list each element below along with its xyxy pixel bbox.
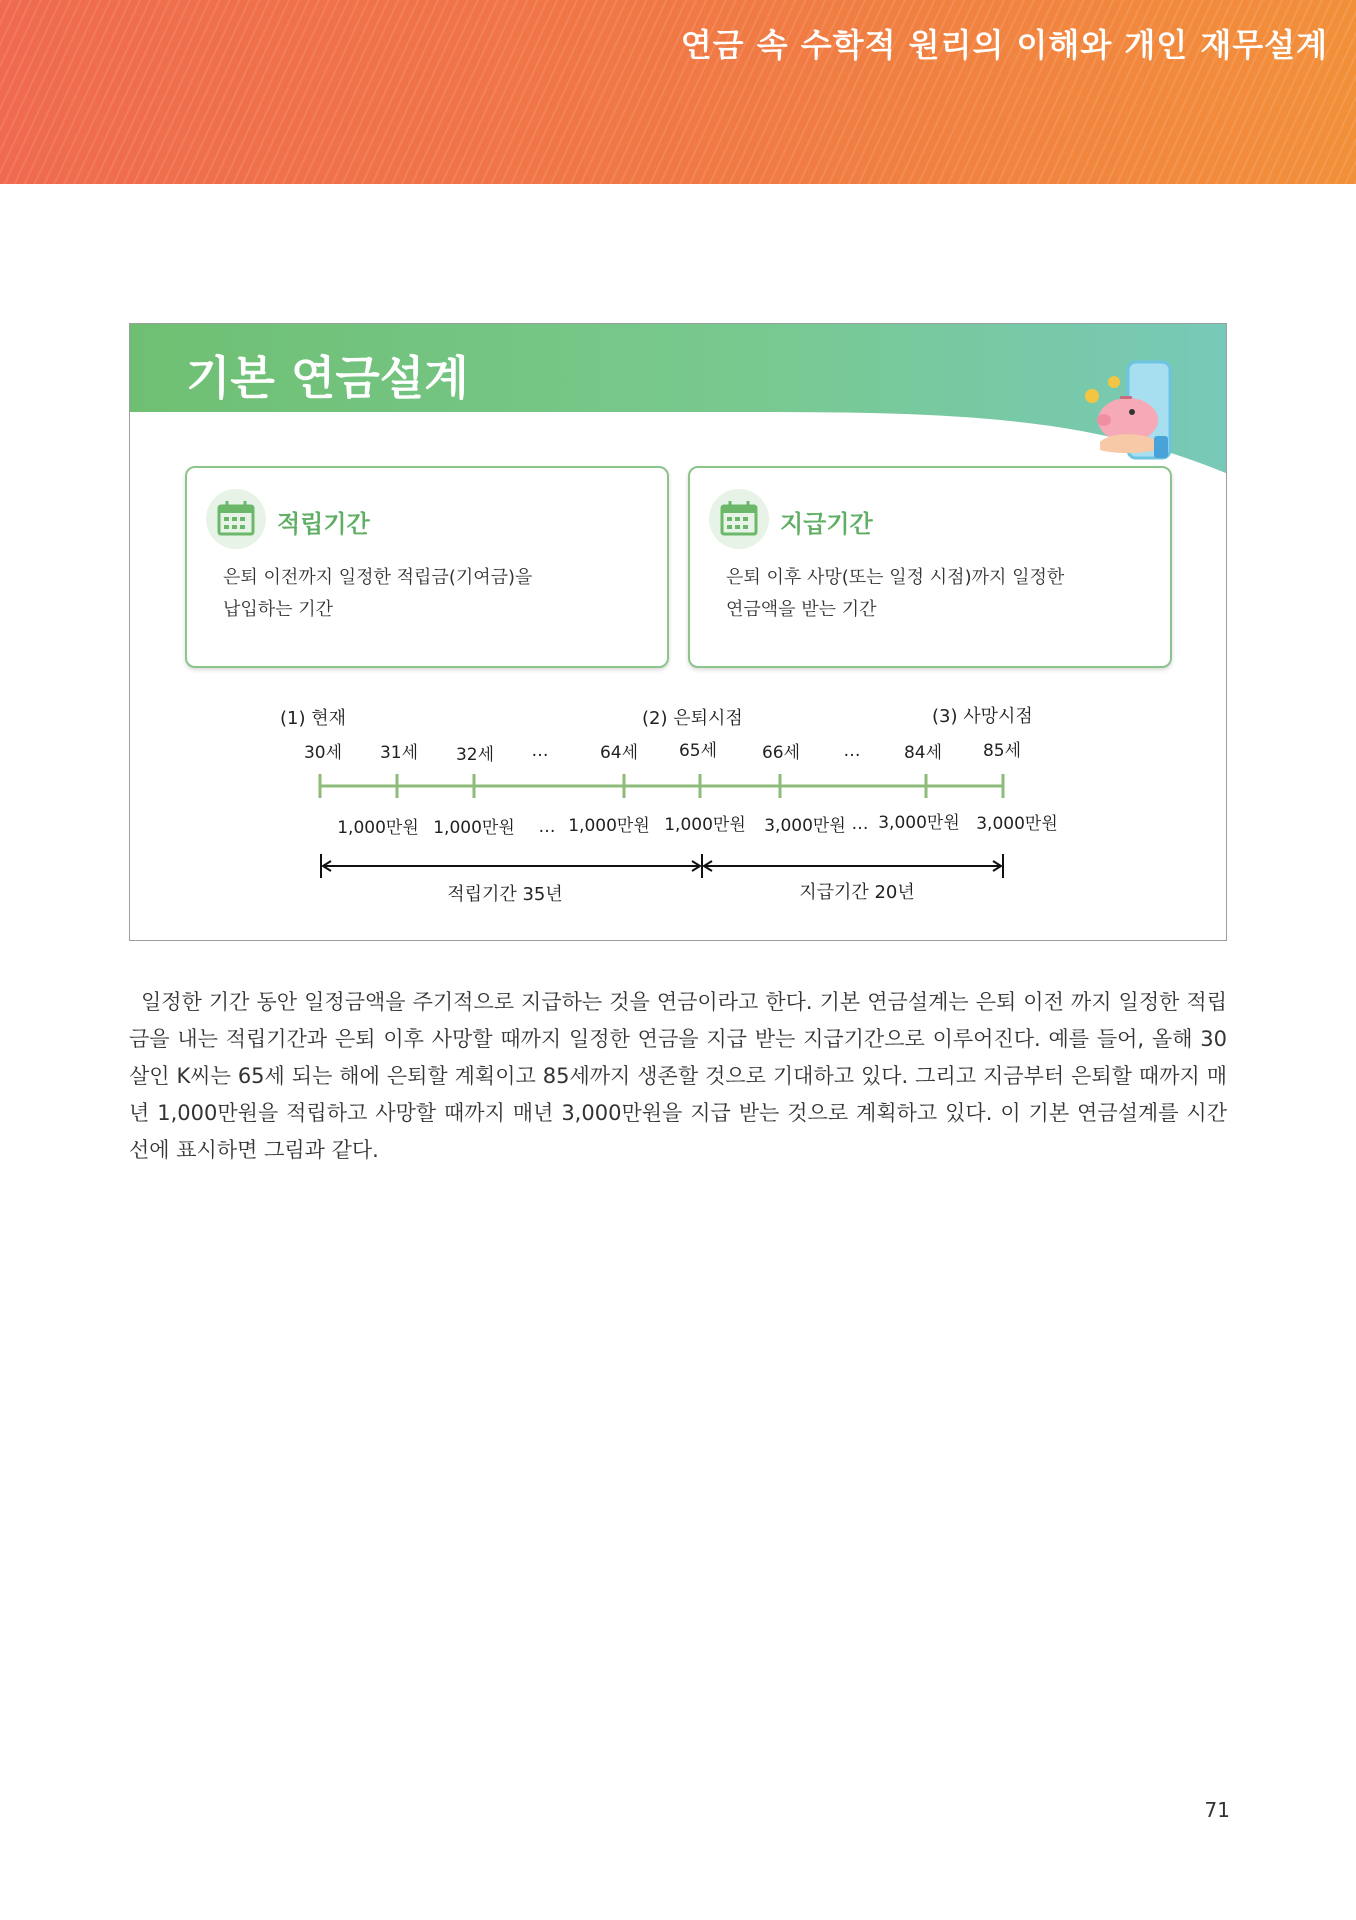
header-title: 연금 속 수학적 원리의 이해와 개인 재무설계 (680, 26, 1328, 64)
age-label: 64세 (599, 743, 639, 763)
age-label: 32세 (455, 745, 495, 765)
payout-desc-line1: 은퇴 이후 사망(또는 일정 시점)까지 일정한 (726, 567, 1065, 588)
age-label: 31세 (379, 743, 419, 763)
amount-ellipsis: … (851, 814, 869, 834)
pension-timeline-diagram (130, 694, 1227, 934)
payout-period-title: 지급기간 (780, 510, 873, 538)
calendar-icon (708, 488, 770, 550)
amount-label: 3,000만원 (878, 813, 960, 833)
calendar-icon (205, 488, 267, 550)
age-label: 66세 (761, 743, 801, 763)
amount-label: 1,000만원 (568, 816, 650, 836)
accumulation-span-arrow (321, 854, 702, 878)
page-header-banner (0, 0, 1356, 184)
amount-label: 1,000만원 (664, 815, 746, 835)
payout-period-description (726, 562, 1146, 626)
accumulation-period-title: 적립기간 (277, 510, 370, 538)
milestone-retire-label: (2) 은퇴시점 (642, 708, 743, 729)
age-label: 30세 (303, 743, 343, 763)
age-ellipsis: … (843, 741, 861, 761)
accumulation-desc-line1: 은퇴 이전까지 일정한 적립금(기여금)을 (223, 567, 533, 588)
milestone-death-label: (3) 사망시점 (932, 706, 1033, 727)
accumulation-span-label: 적립기간 35년 (447, 884, 563, 905)
accumulation-desc-line2: 납입하는 기간 (223, 599, 334, 620)
payout-span-label: 지급기간 20년 (799, 882, 915, 903)
card-banner (130, 324, 1227, 474)
page-number: 71 (1204, 1798, 1230, 1822)
milestone-now-label: (1) 현재 (280, 708, 346, 729)
age-label: 84세 (903, 743, 943, 763)
age-label: 65세 (678, 741, 718, 761)
accumulation-period-box (185, 466, 669, 668)
age-label: 85세 (982, 741, 1022, 761)
card-title: 기본 연금설계 (186, 351, 469, 405)
amount-label: 3,000만원 (976, 814, 1058, 834)
payout-desc-line2: 연금액을 받는 기간 (726, 599, 877, 620)
amount-label: 1,000만원 (433, 818, 515, 838)
amount-label: 1,000만원 (337, 818, 419, 838)
accumulation-period-description (223, 562, 643, 626)
age-ellipsis: … (531, 741, 549, 761)
amount-ellipsis: … (538, 817, 556, 837)
amount-label: 3,000만원 (764, 816, 846, 836)
body-paragraph: 일정한 기간 동안 일정금액을 주기적으로 지급하는 것을 연금이라고 한다. 기본 연금설계는 은퇴 이전 까지 일정한 적립금을 내는 적립기간과 은퇴 이후 사망할 때까지 일정한 연금을 지급 받는 지급기간으로 이루어진다. 예를 들어, 올해 30살인 K씨는 65세 되는 해에 은퇴할 계획이고 85세까지 생존할 것으로 기대하고 있다. 그리고 지금부터 은퇴할 때까지 매년 1,000만원을 적립하고 사망할 때까지 매년 3,000만원을 지급 받는 것으로 계획하고 있다. 이 기본 연금설계를 시간선에 표시하면 그림과 같다. (129, 990, 1227, 1162)
basic-pension-design-card (129, 323, 1227, 941)
payout-period-box (688, 466, 1172, 668)
payout-span-arrow (704, 854, 1003, 878)
piggy-bank-phone-icon (1070, 358, 1200, 468)
